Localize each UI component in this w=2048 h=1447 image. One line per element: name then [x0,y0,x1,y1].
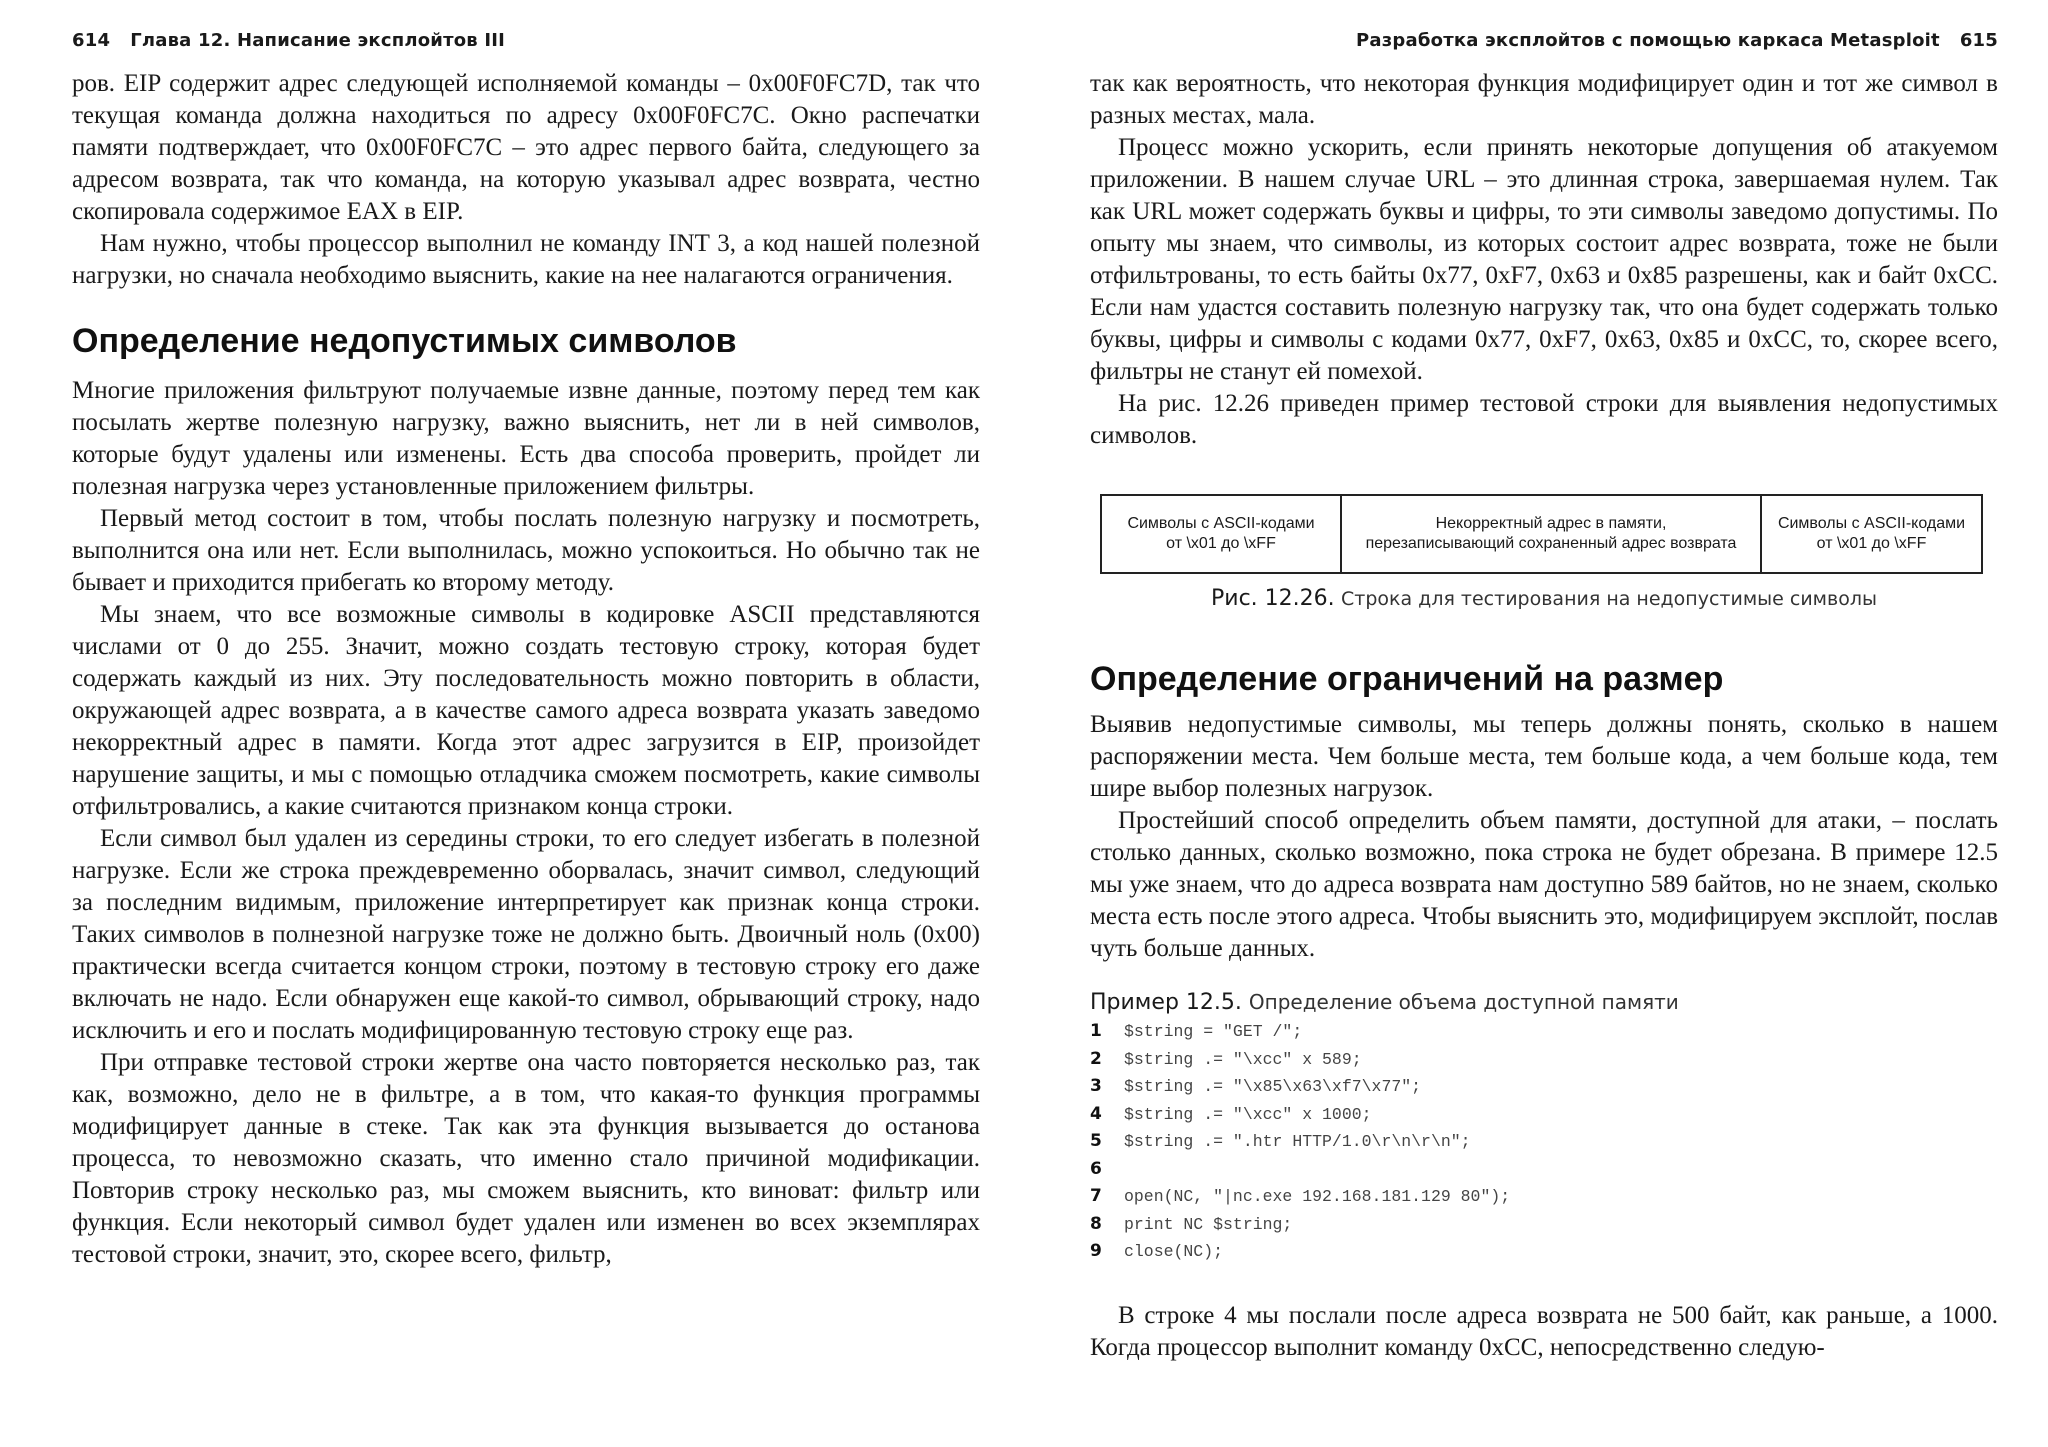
line-number: 4 [1090,1103,1102,1124]
right-page-number: 615 [1959,30,1998,51]
code-text: $string .= "\x85\x63\xf7\x77"; [1124,1077,1422,1096]
paragraph: Первый метод состоит в том, чтобы послать полезную нагрузку и посмотреть, выполнится она или нет. Если выполнилась, можно успокоиться. Но обычно так не бывает и приходится прибегать ко второму методу. [72,505,980,596]
left-content [72,68,980,1271]
paragraph: Выявив недопустимые символы, мы теперь должны понять, сколько в нашем распоряжении места. Чем больше места, тем больше кода, а чем больше кода, тем шире выбор полезных нагрузок. [1090,711,1998,802]
line-number: 1 [1090,1021,1102,1041]
code-listing [1090,1018,1998,1266]
section-heading-bad-chars: Определение недопустимых символов [72,322,737,360]
example-label: Пример 12.5. [1090,990,1242,1015]
paragraph: При отправке тестовой строки жертве она часто повторяется несколько раз, так как, возможно, дело не в фильтре, а в том, что какая-то функция программы модифицирует данные в стеке. Так как эта функция вызывается до останова процесса, то невозможно сказать, что именно стало причиной модификации. Повторив строку несколько раз, мы сможем выяснить, кто виноват: фильтр или функция. Если некоторый символ будет удален или изменен во всех экземплярах тестовой строки, значит, это, скорее всего, фильтр, [72,1049,980,1268]
code-text: $string = "GET /"; [1124,1022,1303,1041]
figure-caption-text: Строка для тестирования на недопустимые символы [1341,588,1877,610]
code-line [1090,1073,1998,1101]
figure-cell-text: перезаписывающий сохраненный адрес возврата [1365,535,1737,552]
right-running-title: Разработка эксплойтов с помощью каркаса Metasploit [1356,30,1940,51]
paragraph: Процесс можно ускорить, если принять некоторые допущения об атакуемом приложении. В нашем случае URL – это длинная строка, завершаемая нулем. Так как URL может содержать буквы и цифры, то эти символы заведомо допустимы. По опыту мы знаем, что символы, из которых состоит адрес возврата, тоже не были отфильтрованы, то есть байты 0x77, 0xF7, 0x63 и 0x85 разрешены, как и байт 0xCC. Если нам удастся составить полезную нагрузку так, что она будет содержать только буквы, цифры и символы с кодами 0x77, 0xF7, 0x63, 0x85 и 0xCC, то, скорее всего, фильтры не станут ей помехой. [1090,134,1998,385]
figure-cell-text: от \x01 до \xFF [1816,535,1927,552]
code-line [1090,1128,1998,1156]
figure-cell-text: Символы с ASCII-кодами [1777,515,1966,532]
example-caption-text: Определение объема доступной памяти [1248,990,1679,1014]
figure-caption [1090,584,1998,613]
figure-cell-trailing-chars [1761,495,1982,573]
code-text: open(NC, "|nc.exe 192.168.181.129 80"); [1124,1187,1511,1206]
paragraph: На рис. 12.26 приведен пример тестовой строки для выявления недопустимых символов. [1090,390,1998,449]
code-text: $string .= "\xcc" x 589; [1124,1049,1362,1069]
code-line [1090,1211,1998,1239]
line-number: 8 [1090,1213,1102,1234]
figure-cell-text: Некорректный адрес в памяти, [1435,515,1667,532]
paragraph: ров. EIP содержит адрес следующей исполняемой команды – 0x00F0FC7D, так что текущая команда должна находиться по адресу 0x00F0FC7C. Окно распечатки памяти подтверждает, что 0x00F0FC7C – это адрес первого байта, следующего за адресом возврата, так что команда, на которую указывал адрес возврата, честно скопировала содержимое EAX в EIP. [72,70,980,225]
code-line [1090,1156,1998,1184]
code-line [1090,1238,1998,1266]
code-text: print NC $string; [1124,1214,1293,1234]
figure-cell-bad-address [1341,495,1761,573]
code-line [1090,1183,1998,1211]
figure-label: Рис. 12.26. [1211,586,1335,611]
section-heading-size-limits: Определение ограничений на размер [1090,660,1724,698]
figure-cell-text: Символы с ASCII-кодами [1127,515,1315,532]
paragraph: Многие приложения фильтруют получаемые извне данные, поэтому перед тем как посылать жертве полезную нагрузку, важно выяснить, нет ли в ней символов, которые будут удалены или изменены. Есть два способа проверить, пройдет ли полезная нагрузка через установленные приложением фильтры. [72,377,980,500]
left-page-number: 614 [72,30,111,51]
line-number: 5 [1090,1131,1102,1151]
example-caption [1090,987,1998,1018]
code-text: $string .= "\xcc" x 1000; [1124,1104,1372,1124]
figure-cell-leading-chars [1101,495,1341,573]
code-line [1090,1101,1998,1129]
code-text: close(NC); [1124,1242,1224,1261]
right-running-header [1356,30,1998,54]
paragraph: Мы знаем, что все возможные символы в кодировке ASCII представляются числами от 0 до 255. Значит, можно создать тестовую строку, которая будет содержать каждый из них. Эту последовательность можно повторить в области, окружающей адрес возврата, а в качестве самого адреса возврата указать заведомо некорректный адрес в памяти. Когда этот адрес загрузится в EIP, произойдет нарушение защиты, и мы с помощью отладчика сможем посмотреть, какие символы отфильтровались, а какие считаются признаком конца строки. [72,601,980,820]
left-running-header [72,30,505,54]
paragraph: так как вероятность, что некоторая функция модифицирует один и тот же символ в разных местах, мала. [1090,70,1998,129]
code-text: $string .= ".htr HTTP/1.0\r\n\r\n"; [1124,1132,1471,1151]
code-line [1090,1018,1998,1046]
line-number: 6 [1090,1158,1102,1179]
right-content [1090,68,1998,1364]
figure-cell-text: от \x01 до \xFF [1166,535,1276,552]
paragraph: В строке 4 мы послали после адреса возврата не 500 байт, как раньше, а 1000. Когда процессор выполнит команду 0xCC, непосредственно следую- [1090,1301,1998,1361]
figure-test-string-diagram [1100,494,1983,574]
line-number: 9 [1090,1241,1102,1261]
line-number: 2 [1090,1048,1102,1069]
line-number: 3 [1090,1076,1102,1096]
code-line [1090,1046,1998,1074]
paragraph: Нам нужно, чтобы процессор выполнил не команду INT 3, а код нашей полезной нагрузки, но сначала необходимо выяснить, какие на нее налагаются ограничения. [72,230,980,289]
line-number: 7 [1090,1186,1102,1206]
left-running-title: Глава 12. Написание эксплойтов III [130,30,506,51]
paragraph: Простейший способ определить объем памяти, доступной для атаки, – послать столько данных, сколько возможно, пока строка не будет обрезана. В примере 12.5 мы уже знаем, что до адреса возврата нам доступно 589 байтов, но не знаем, сколько места есть после этого адреса. Чтобы выяснить это, модифицируем эксплойт, послав чуть больше данных. [1090,807,1998,962]
paragraph: Если символ был удален из середины строки, то его следует избегать в полезной нагрузке. Если же строка преждевременно оборвалась, значит символ, следующий за последним видимым, приложение интерпретирует как признак конца строки. Таких символов в полнезной нагрузке тоже не должно быть. Двоичный ноль (0x00) практически всегда считается концом строки, поэтому в тестовую строку его даже включать не надо. Если обнаружен еще какой-то символ, обрывающий строку, надо исключить и его и послать модифицированную тестовую строку еще раз. [72,825,980,1044]
